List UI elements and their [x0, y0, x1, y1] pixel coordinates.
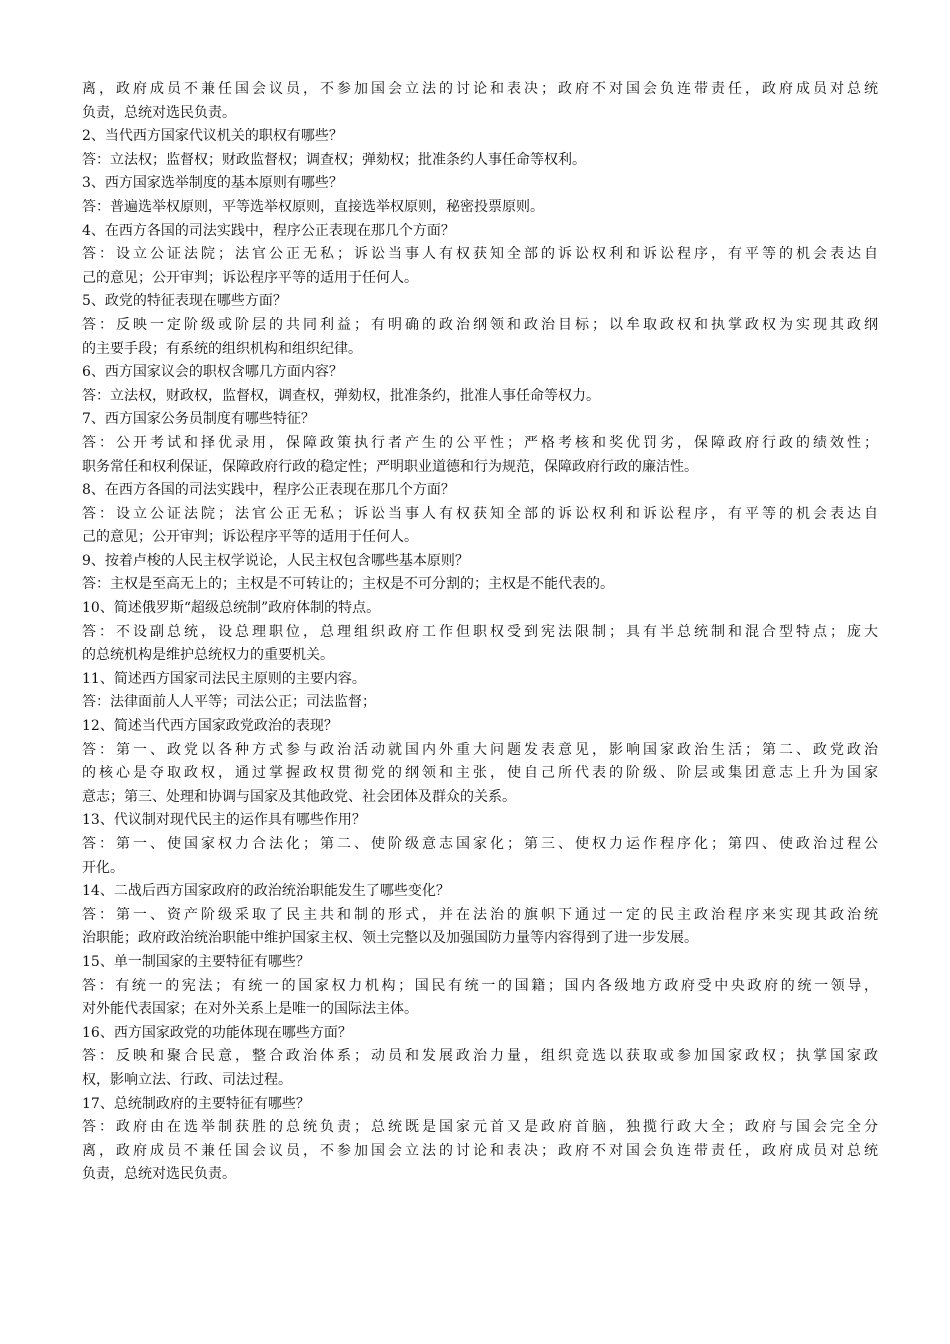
text-line: 离，政府成员不兼任国会议员，不参加国会立法的讨论和表决；政府不对国会负连带责任，政府成员对总统	[82, 81, 878, 97]
text-line: 意志；第三、处理和协调与国家及其他政党、社会团体及群众的关系。	[82, 788, 516, 805]
text-line: 12、简述当代西方国家政党政治的表现？	[82, 718, 338, 735]
text-line: 权，影响立法、行政、司法过程。	[82, 1071, 292, 1088]
text-line: 8、在西方各国的司法实践中，程序公正表现在那几个方面？	[82, 482, 455, 499]
text-line: 答：不设副总统，设总理职位，总理组织政府工作但职权受到宪法限制；具有半总统制和混合型特点；庞大	[82, 623, 878, 640]
text-line: 的总统机构是维护总统权力的重要机关。	[82, 647, 334, 664]
text-line: 离，政府成员不兼任国会议员，不参加国会立法的讨论和表决；政府不对国会负连带责任，政府成员对总统	[82, 1142, 878, 1159]
text-line: 治职能；政府政治统治职能中维护国家主权、领土完整以及加强国防力量等内容得到了进一步发展。	[82, 930, 698, 947]
text-line: 答：第一、政党以各种方式参与政治活动就国内外重大问题发表意见，影响国家政治生活；第二、政党政治	[82, 741, 878, 758]
text-line: 5、政党的特征表现在哪些方面？	[82, 293, 287, 310]
text-line: 答：第一、资产阶级采取了民主共和制的形式，并在法治的旗帜下通过一定的民主政治程序来实现其政治统	[82, 906, 878, 923]
text-line: 9、按着卢梭的人民主权学说论，人民主权包含哪些基本原则？	[82, 552, 469, 569]
text-line: 答：主权是至高无上的；主权是不可转让的；主权是不可分割的；主权是不能代表的。	[82, 576, 614, 593]
text-line: 15、单一制国家的主要特征有哪些？	[82, 953, 310, 970]
text-line: 答：政府由在选举制获胜的总统负责；总统既是国家元首又是政府首脑，独揽行政大全；政府与国会完全分	[82, 1119, 878, 1136]
text-line: 答：法律面前人人平等；司法公正；司法监督；	[82, 694, 376, 711]
text-line: 6、西方国家议会的职权含哪几方面内容？	[82, 364, 343, 381]
text-line: 答：有统一的宪法；有统一的国家权力机构；国民有统一的国籍；国内各级地方政府受中央政府的统一领导，	[82, 977, 878, 994]
text-line: 的核心是夺取政权，通过掌握政权贯彻党的纲领和主张，使自己所代表的阶级、阶层或集团意志上升为国家	[82, 765, 878, 782]
text-line: 职务常任和权利保证，保障政府行政的稳定性；严明职业道德和行为规范，保障政府行政的廉洁性。	[82, 458, 698, 475]
document-page	[82, 78, 878, 1187]
text-line: 己的意见；公开审判；诉讼程序平等的适用于任何人。	[82, 269, 418, 286]
text-line: 对外能代表国家；在对外关系上是唯一的国际法主体。	[82, 1001, 418, 1018]
text-line: 10、简述俄罗斯“超级总统制”政府体制的特点。	[82, 600, 381, 617]
text-line: 答：立法权，财政权，监督权，调查权，弹劾权，批准条约，批准人事任命等权力。	[82, 387, 600, 404]
text-line: 16、西方国家政党的功能体现在哪些方面？	[82, 1024, 352, 1041]
text-line: 答：立法权；监督权；财政监督权；调查权；弹劾权；批准条约人事任命等权利。	[82, 151, 586, 168]
text-line: 4、在西方各国的司法实践中，程序公正表现在那几个方面？	[82, 222, 455, 239]
text-line: 答：反映和聚合民意，整合政治体系；动员和发展政治力量，组织竞选以获取或参加国家政权；执掌国家政	[82, 1048, 878, 1065]
text-line: 开化。	[82, 859, 124, 876]
text-line: 负责，总统对选民负责。	[82, 1166, 236, 1183]
text-line: 己的意见；公开审判；诉讼程序平等的适用于任何人。	[82, 529, 418, 546]
text-line: 答：设立公证法院；法官公正无私；诉讼当事人有权获知全部的诉讼权利和诉讼程序，有平等的机会表达自	[82, 246, 878, 263]
text-line: 答：反映一定阶级或阶层的共同利益；有明确的政治纲领和政治目标；以牟取政权和执掌政权为实现其政纲	[82, 316, 878, 333]
text-line: 13、代议制对现代民主的运作具有哪些作用？	[82, 812, 366, 829]
text-line: 的主要手段；有系统的组织机构和组织纪律。	[82, 340, 362, 357]
text-line: 2、当代西方国家代议机关的职权有哪些？	[82, 128, 343, 145]
text-line: 答：设立公证法院；法官公正无私；诉讼当事人有权获知全部的诉讼权利和诉讼程序，有平等的机会表达自	[82, 505, 878, 522]
text-line: 答：公开考试和择优录用，保障政策执行者产生的公平性；严格考核和奖优罚劣，保障政府行政的绩效性；	[82, 434, 878, 451]
text-line: 答：普遍选举权原则，平等选举权原则，直接选举权原则，秘密投票原则。	[82, 198, 544, 215]
text-line: 7、西方国家公务员制度有哪些特征？	[82, 411, 315, 428]
text-line: 负责，总统对选民负责。	[82, 104, 236, 121]
text-line: 3、西方国家选举制度的基本原则有哪些？	[82, 175, 343, 192]
text-line: 14、二战后西方国家政府的政治统治职能发生了哪些变化？	[82, 883, 450, 900]
text-line: 17、总统制政府的主要特征有哪些？	[82, 1095, 310, 1112]
text-line: 11、简述西方国家司法民主原则的主要内容。	[82, 670, 366, 687]
text-line: 答：第一、使国家权力合法化；第二、使阶级意志国家化；第三、使权力运作程序化；第四、使政治过程公	[82, 836, 878, 852]
